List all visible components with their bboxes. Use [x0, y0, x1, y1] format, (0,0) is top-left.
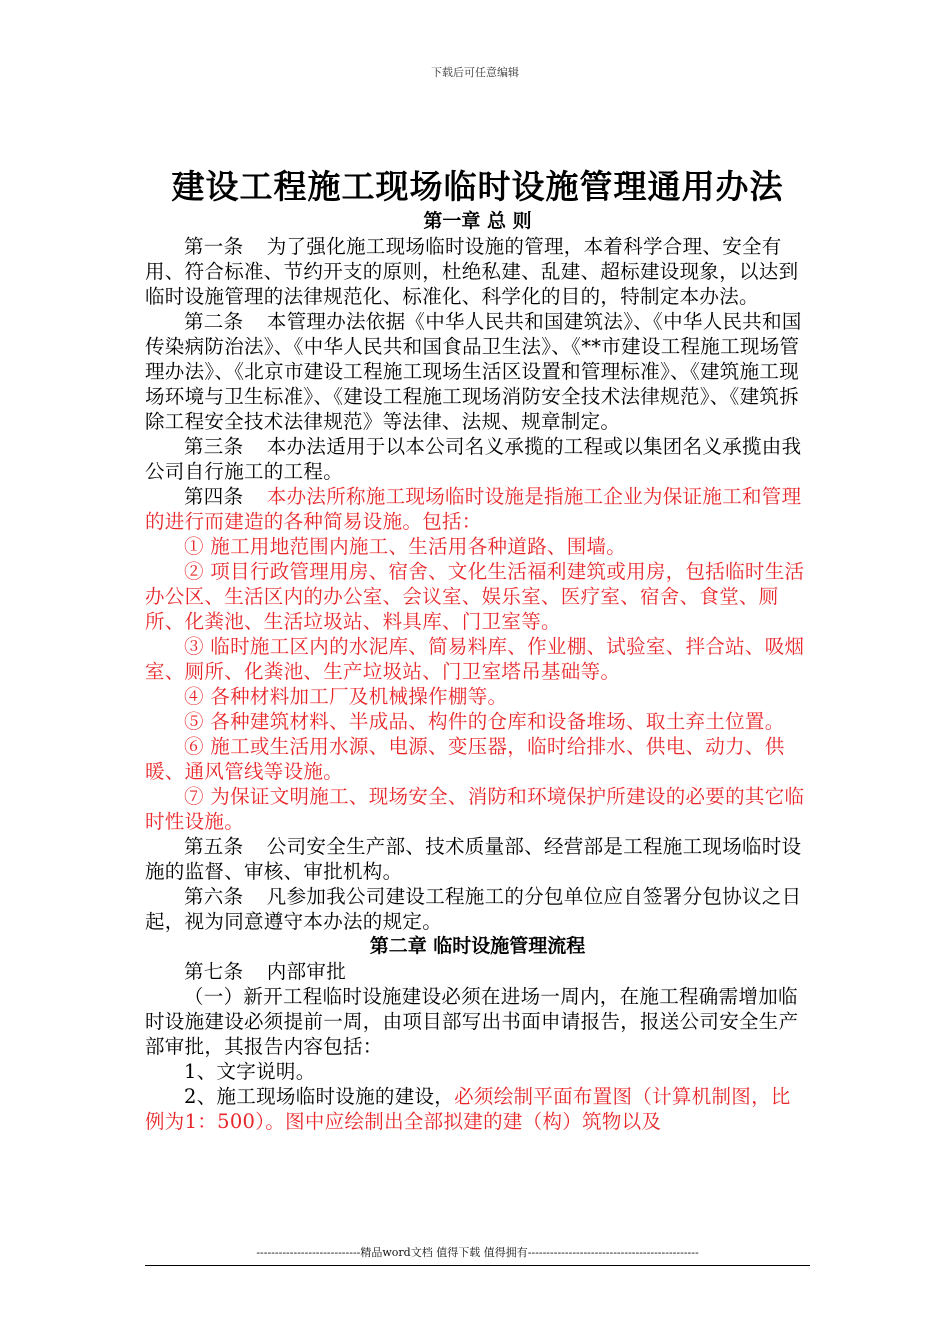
sub-item-1: 1、文字说明。 — [184, 1060, 316, 1083]
sub-item-2-text: 2、施工现场临时设施的建设， — [184, 1085, 455, 1108]
document-title: 建设工程施工现场临时设施管理通用办法 — [171, 167, 784, 206]
article-label: 第六条 — [184, 885, 244, 908]
article-5 — [145, 834, 810, 884]
article-label: 第四条 — [184, 485, 244, 508]
list-item: ② 项目行政管理用房、宿舍、文化生活福利建筑或用房，包括临时生活办公区、生活区内的办公室、会议室、娱乐室、医疗室、宿舍、食堂、厕所、化粪池、生活垃圾站、料具库、门卫室等。 — [145, 560, 805, 633]
article-label: 第五条 — [184, 835, 244, 858]
article-2 — [145, 309, 810, 434]
article-label: 第二条 — [184, 310, 244, 333]
article-label: 第一条 — [184, 235, 244, 258]
article-label: 第七条 — [184, 960, 244, 983]
article-text: 本办法适用于以本公司名义承揽的工程或以集团名义承揽由我公司自行施工的工程。 — [145, 435, 802, 483]
document-body — [145, 165, 810, 1134]
sub-clause-1: （一）新开工程临时设施建设必须在进场一周内，在施工程确需增加临时设施建设必须提前一周，由项目部写出书面申请报告，报送公司安全生产部审批，其报告内容包括： — [145, 985, 799, 1058]
article-text: 公司安全生产部、技术质量部、经营部是工程施工现场临时设施的监督、审核、审批机构。 — [145, 835, 802, 883]
article-6 — [145, 884, 810, 934]
sub-item-2-highlight: 必须绘制平面布置图（计算机制图，比例为1：500）。图中应绘制出全部拟建的建（构）筑物以及 — [145, 1085, 791, 1133]
article-3 — [145, 434, 810, 484]
list-item: ⑤ 各种建筑材料、半成品、构件的仓库和设备堆场、取土弃土位置。 — [184, 710, 785, 733]
article-text: 本管理办法依据《中华人民共和国建筑法》、《中华人民共和国传染病防治法》、《中华人民共和国食品卫生法》、《**市建设工程施工现场管理办法》、《北京市建设工程施工现场生活区设置和管理标准》、《建筑施工现场环境与卫生标准》、《建设工程施工现场消防安全技术法律规范》、《建筑拆除工程安全技术法律规范》等法律、法规、规章制定。 — [145, 310, 802, 433]
list-item: ③ 临时施工区内的水泥库、简易料库、作业棚、试验室、拌合站、吸烟室、厕所、化粪池、生产垃圾站、门卫室塔吊基础等。 — [145, 635, 805, 683]
header-note: 下载后可任意编辑 — [431, 66, 519, 79]
list-item: ④ 各种材料加工厂及机械操作棚等。 — [184, 685, 508, 708]
chapter-heading-1: 第一章 总 则 — [423, 210, 532, 232]
article-1 — [145, 234, 810, 309]
sub-item-2 — [145, 1084, 810, 1134]
article-4 — [145, 484, 810, 534]
article-7 — [145, 959, 810, 984]
page-footer — [145, 1244, 810, 1266]
article-text: 为了强化施工现场临时设施的管理，本着科学合理、安全有用、符合标准、节约开支的原则，杜绝私建、乱建、超标建设现象，以达到临时设施管理的法律规范化、标准化、科学化的目的，特制定本办法。 — [145, 235, 799, 308]
article-text: 本办法所称施工现场临时设施是指施工企业为保证施工和管理的进行而建造的各种简易设施。包括： — [145, 485, 802, 533]
article-text: 内部审批 — [266, 960, 346, 983]
footer-text: ----------------------------精品word文档 值得下载 值得拥有---------------------------------------------- — [256, 1246, 699, 1259]
list-item: ① 施工用地范围内施工、生活用各种道路、围墙。 — [184, 535, 627, 558]
article-text: 凡参加我公司建设工程施工的分包单位应自签署分包协议之日起，视为同意遵守本办法的规定。 — [145, 885, 802, 933]
list-item: ⑥ 施工或生活用水源、电源、变压器，临时给排水、供电、动力、供暖、通风管线等设施。 — [145, 735, 785, 783]
chapter-heading-2: 第二章 临时设施管理流程 — [369, 935, 586, 957]
footer-divider — [145, 1265, 810, 1266]
article-label: 第三条 — [184, 435, 244, 458]
list-item: ⑦ 为保证文明施工、现场安全、消防和环境保护所建设的必要的其它临时性设施。 — [145, 785, 805, 833]
